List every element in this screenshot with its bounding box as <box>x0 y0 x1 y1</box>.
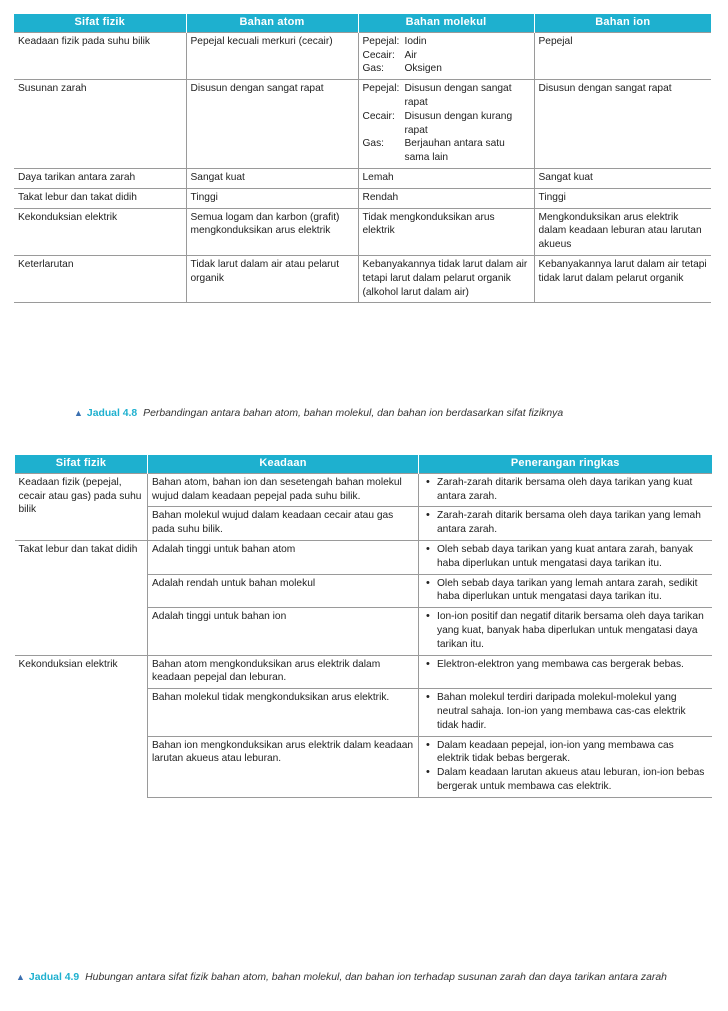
sub-entry <box>363 62 530 76</box>
bullet-item: • Zarah-zarah ditarik bersama oleh daya tarikan yang lemah antara zarah. <box>437 509 708 537</box>
sub-value: Disusun dengan sangat rapat <box>404 83 512 108</box>
table-row <box>15 473 712 507</box>
sub-entry <box>363 110 530 138</box>
explanation-cell <box>419 507 712 541</box>
bullet-item: • Bahan molekul terdiri daripada molekul-molekul yang neutral sahaja. Ion-ion yang membawa cas-cas elektrik tidak hadir. <box>437 691 708 732</box>
column-header: Bahan molekul <box>358 14 534 32</box>
table-row <box>14 32 711 79</box>
explanation-cell <box>419 574 712 608</box>
sub-entry <box>363 82 530 110</box>
table-header-row <box>15 455 712 473</box>
bullet-list <box>423 543 708 571</box>
ion-cell: Kebanyakannya larut dalam air tetapi tidak larut dalam pelarut organik <box>534 255 711 302</box>
sub-value: Oksigen <box>404 63 442 75</box>
explanation-cell <box>419 655 712 689</box>
column-header: Keadaan <box>148 455 419 473</box>
bullet-list <box>423 691 708 732</box>
molecule-cell <box>358 80 534 169</box>
bullet-list <box>423 476 708 504</box>
bullet-item: • Oleh sebab daya tarikan yang lemah antara zarah, sedikit haba diperlukan untuk mengatasi daya tarikan itu. <box>437 577 708 605</box>
sub-entry <box>363 49 530 63</box>
column-header: Sifat fizik <box>15 455 148 473</box>
state-cell: Bahan molekul tidak mengkonduksikan arus elektrik. <box>148 689 419 736</box>
relationship-table <box>14 455 712 798</box>
ion-cell: Disusun dengan sangat rapat <box>534 80 711 169</box>
bullet-list <box>423 577 708 605</box>
property-cell: Takat lebur dan takat didih <box>14 188 186 208</box>
property-cell: Kekonduksian elektrik <box>15 655 148 797</box>
sub-value: Air <box>404 49 417 61</box>
sub-value: Berjauhan antara satu sama lain <box>404 138 505 164</box>
table-caption <box>74 407 714 420</box>
explanation-cell <box>419 473 712 507</box>
explanation-cell <box>419 540 712 574</box>
ion-cell: Sangat kuat <box>534 168 711 188</box>
table-row <box>14 255 711 302</box>
column-header: Sifat fizik <box>14 14 186 32</box>
atom-cell: Disusun dengan sangat rapat <box>186 80 358 169</box>
bullet-list <box>423 739 708 794</box>
ion-cell: Tinggi <box>534 188 711 208</box>
table-row <box>14 208 711 255</box>
table-row <box>15 540 712 574</box>
ion-cell: Pepejal <box>534 32 711 79</box>
state-cell: Bahan atom, bahan ion dan sesetengah bahan molekul wujud dalam keadaan pepejal pada suhu bilik. <box>148 473 419 507</box>
sub-entry <box>363 137 530 165</box>
state-cell: Bahan molekul wujud dalam keadaan cecair atau gas pada suhu bilik. <box>148 507 419 541</box>
bullet-list <box>423 658 708 672</box>
property-cell: Keterlarutan <box>14 255 186 302</box>
caption-label: Jadual 4.8 <box>86 408 138 419</box>
table-header-row <box>14 14 711 32</box>
property-cell: Keadaan fizik (pepejal, cecair atau gas) pada suhu bilik <box>15 473 148 540</box>
bullet-item: • Elektron-elektron yang membawa cas bergerak bebas. <box>437 658 708 672</box>
table-row <box>14 80 711 169</box>
state-cell: Adalah tinggi untuk bahan ion <box>148 608 419 655</box>
molecule-cell <box>358 32 534 79</box>
comparison-table <box>14 14 711 303</box>
bullet-item: • Dalam keadaan pepejal, ion-ion yang membawa cas elektrik tidak bebas bergerak. <box>437 739 708 767</box>
caption-text: Hubungan antara sifat fizik bahan atom, bahan molekul, dan bahan ion terhadap susunan zarah dan daya tarikan antara zarah <box>85 972 667 983</box>
sub-key: Pepejal: <box>362 83 400 95</box>
bullet-item: • Oleh sebab daya tarikan yang kuat antara zarah, banyak haba diperlukan untuk mengatasi daya tarikan itu. <box>437 543 708 571</box>
sub-key: Pepejal: <box>362 35 400 47</box>
state-cell: Adalah rendah untuk bahan molekul <box>148 574 419 608</box>
column-header: Bahan ion <box>534 14 711 32</box>
property-cell: Keadaan fizik pada suhu bilik <box>14 32 186 79</box>
molecule-cell: Lemah <box>358 168 534 188</box>
bullet-list <box>423 610 708 651</box>
column-header: Penerangan ringkas <box>419 455 712 473</box>
caption-text: Perbandingan antara bahan atom, bahan molekul, dan bahan ion berdasarkan sifat fiziknya <box>143 408 564 419</box>
table-row <box>14 168 711 188</box>
bullet-item: • Zarah-zarah ditarik bersama oleh daya tarikan yang kuat antara zarah. <box>437 476 708 504</box>
sub-key: Cecair: <box>362 110 395 122</box>
property-cell: Takat lebur dan takat didih <box>15 540 148 655</box>
sub-key: Gas: <box>362 63 385 75</box>
triangle-icon: ▲ <box>74 408 83 418</box>
atom-cell: Tidak larut dalam air atau pelarut organik <box>186 255 358 302</box>
table-row <box>15 655 712 689</box>
sub-entry <box>363 35 530 49</box>
property-cell: Daya tarikan antara zarah <box>14 168 186 188</box>
molecule-cell: Tidak mengkonduksikan arus elektrik <box>358 208 534 255</box>
sub-key: Gas: <box>362 138 385 150</box>
bullet-list <box>423 509 708 537</box>
sub-value: Iodin <box>404 35 427 47</box>
ion-cell: Mengkonduksikan arus elektrik dalam keadaan leburan atau larutan akueus <box>534 208 711 255</box>
table-caption <box>16 971 716 984</box>
property-cell: Susunan zarah <box>14 80 186 169</box>
bullet-item: • Ion-ion positif dan negatif ditarik bersama oleh daya tarikan yang kuat, banyak haba diperlukan untuk mengatasi daya tarikan itu. <box>437 610 708 651</box>
bullet-item: • Dalam keadaan larutan akueus atau leburan, ion-ion bebas bergerak untuk membawa cas elektrik. <box>437 766 708 794</box>
atom-cell: Tinggi <box>186 188 358 208</box>
explanation-cell <box>419 608 712 655</box>
table-row <box>14 188 711 208</box>
atom-cell: Sangat kuat <box>186 168 358 188</box>
sub-key: Cecair: <box>362 49 395 61</box>
column-header: Bahan atom <box>186 14 358 32</box>
triangle-icon: ▲ <box>16 972 25 982</box>
atom-cell: Pepejal kecuali merkuri (cecair) <box>186 32 358 79</box>
state-cell: Bahan ion mengkonduksikan arus elektrik dalam keadaan larutan akueus atau leburan. <box>148 736 419 797</box>
caption-label: Jadual 4.9 <box>28 972 80 983</box>
atom-cell: Semua logam dan karbon (grafit) mengkonduksikan arus elektrik <box>186 208 358 255</box>
state-cell: Bahan atom mengkonduksikan arus elektrik dalam keadaan pepejal dan leburan. <box>148 655 419 689</box>
molecule-cell: Rendah <box>358 188 534 208</box>
sub-value: Disusun dengan kurang rapat <box>404 110 513 136</box>
molecule-cell: Kebanyakannya tidak larut dalam air tetapi larut dalam pelarut organik (alkohol larut dalam air) <box>358 255 534 302</box>
state-cell: Adalah tinggi untuk bahan atom <box>148 540 419 574</box>
property-cell: Kekonduksian elektrik <box>14 208 186 255</box>
explanation-cell <box>419 736 712 797</box>
explanation-cell <box>419 689 712 736</box>
